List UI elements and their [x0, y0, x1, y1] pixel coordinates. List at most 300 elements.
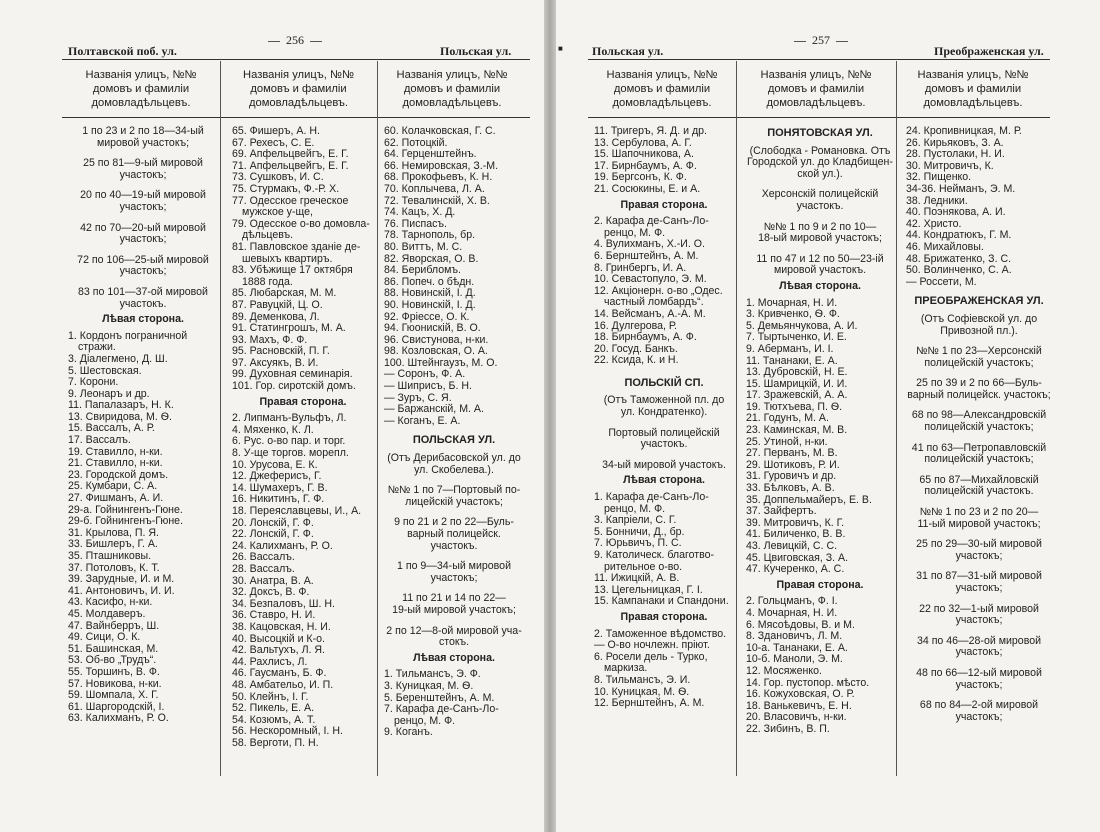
district-note: 41 по 63—Петропавловскій	[911, 441, 1047, 454]
directory-column	[232, 126, 374, 749]
entry-continuation: ренцо, М. Ф.	[604, 226, 666, 239]
owner-entry: 17. Бирнбаумъ, А. Ф.	[594, 159, 697, 172]
street-heading: ПРЕОБРАЖЕНСКАЯ УЛ.	[914, 295, 1044, 308]
directory-column	[594, 126, 734, 710]
entry-continuation: стражи.	[78, 341, 116, 354]
owner-entry: 5. Беренштейнъ, А. М.	[384, 691, 495, 704]
owner-entry: 23. Каминская, М. В.	[746, 424, 848, 437]
owner-entry: 69. Апфельцвейгъ, Е. Г.	[232, 148, 349, 161]
district-note: лицейскій участокъ;	[405, 495, 503, 508]
owner-entry: 60. Колачковская, Г. С.	[384, 125, 496, 137]
column-divider	[377, 61, 378, 776]
owner-entry: 48. Амбательо, И. П.	[232, 678, 334, 691]
owner-entry: 44. Кондратюкъ, Г. М.	[906, 229, 1012, 242]
owner-entry: 6. Рус. о-во пар. и торг.	[232, 435, 346, 448]
owner-entry: 71. Апфельцвейгъ, Е. Г.	[232, 159, 349, 172]
owner-entry: 32. Пищенко.	[906, 171, 972, 184]
column-header: Названія улицъ, №№ домовъ и фамиліи домовладѣльцевъ.	[606, 69, 718, 109]
owner-entry: 47. Кучеренко, А. С.	[746, 563, 845, 576]
owner-entry: 19. Ставилло, н-ки.	[68, 445, 163, 458]
owner-entry: 5. Шестовская.	[68, 364, 142, 377]
margin-mark: ■	[558, 44, 563, 53]
column-header: Названія улицъ, №№ домовъ и фамиліи домовладѣльцевъ.	[760, 69, 872, 109]
district-note: (Отъ Таможенной пл. до	[603, 394, 725, 407]
owner-entry: 44. Рахлисъ, Л.	[232, 655, 308, 668]
owner-entry: 39. Зарудные, И. и М.	[68, 573, 175, 586]
district-note: ул. Скобелева.).	[414, 463, 494, 476]
side-heading: Лѣвая сторона.	[102, 313, 184, 326]
owner-entry: 15. Шамрицкій, И. И.	[746, 377, 848, 390]
directory-column	[384, 126, 524, 739]
owner-entry: 15. Кампанаки и Спандони.	[594, 595, 729, 608]
district-note: варный полицейск. участокъ;	[907, 388, 1051, 401]
owner-entry: 18. Бирнбаумъ, А. Ф.	[594, 331, 697, 344]
spacer	[906, 288, 1052, 294]
owner-entry: 1. Кордонъ пограничной	[68, 329, 188, 342]
owner-entry: 86. Попеч. о бѣдн.	[384, 275, 475, 288]
column-header: Названія улицъ, №№ домовъ и фамиліи домовладѣльцевъ.	[243, 69, 354, 109]
district-note: 25 по 39 и 2 по 66—Буль-	[916, 377, 1042, 390]
district-note: мировой участокъ.	[773, 264, 867, 277]
owner-entry: 32. Доксъ, В. Ф.	[232, 586, 310, 599]
owner-entry: 63. Калихманъ, Р. О.	[68, 712, 169, 725]
owner-entry: 4. Мяхенко, К. Л.	[232, 423, 314, 436]
owner-entry: 93. Махъ, Ф. Ф.	[232, 333, 308, 346]
owner-entry: 1. Мочарная, Н. И.	[746, 296, 838, 309]
owner-entry: 25. Кумбари, С. А.	[68, 480, 158, 493]
owner-entry: — Россети, М.	[906, 275, 977, 288]
owner-entry: 91. Статингрошъ, М. А.	[232, 322, 346, 335]
owner-entry: 98. Козловская, О. А.	[384, 345, 488, 358]
owner-entry: 19. Тютхъева, П. Ѳ.	[746, 400, 843, 413]
district-note: 11-ый мировой участокъ;	[917, 517, 1041, 530]
owner-entry: 30. Анатра, В. А.	[232, 574, 314, 587]
owner-entry: 15. Вассалъ, А. Р.	[68, 422, 155, 435]
directory-column	[746, 126, 894, 736]
column-divider	[896, 61, 897, 776]
owner-entry: 14. Гор. пустопор. мѣсто.	[746, 676, 870, 689]
owner-entry: 20. Лонскій, Г. Ф.	[232, 516, 314, 529]
owner-entry: 6. Мясоѣдовы, В. и М.	[746, 618, 855, 631]
district-note: 25 по 29—30-ый мировой	[916, 538, 1042, 551]
owner-entry: 30. Митровичъ, К.	[906, 159, 994, 172]
district-note: участокъ.	[119, 297, 167, 310]
header-rule	[588, 59, 1050, 60]
district-note: №№ 1 по 9 и 2 по 10—	[763, 220, 877, 233]
owner-entry: 10. Севастопуло, Э. М.	[594, 273, 707, 286]
column-header: Названія улицъ, №№ домовъ и фамиліи домовладѣльцевъ.	[85, 69, 197, 109]
owner-entry: 101. Гор. сиротскій домъ.	[232, 380, 356, 393]
owner-entry: 11. Папалазаръ, Н. К.	[68, 399, 174, 412]
owner-entry: 3. Кривченко, Ѳ. Ф.	[746, 308, 840, 321]
owner-entry: 50. Волинченко, С. А.	[906, 264, 1012, 277]
side-heading: Правая сторона.	[776, 578, 864, 591]
owner-entry: 40. Высоцкій и К-о.	[232, 632, 325, 645]
owner-entry: — Зуръ, С. Я.	[384, 391, 452, 404]
column-header: Названія улицъ, №№ домовъ и фамиліи домовладѣльцевъ.	[396, 69, 508, 109]
owner-entry: 8. У-ще торгов. морепл.	[232, 447, 349, 460]
owner-entry: 7. Карафа де-Санъ-Ло-	[384, 703, 499, 716]
owner-entry: 65. Фишеръ, А. Н.	[232, 125, 320, 137]
owner-entry: 36. Ставро, Н. И.	[232, 609, 316, 622]
owner-entry: 21. Годунъ, М. А.	[746, 412, 829, 425]
owner-entry: 21. Ставилло, н-ки.	[68, 457, 163, 470]
owner-entry: 29-б. Гойнингенъ-Гюне.	[68, 515, 184, 528]
owner-entry: 18. Переяславцевы, И., А.	[232, 505, 362, 517]
owner-entry: 34. Безпаловъ, Ш. Н.	[232, 597, 335, 610]
owner-entry: 2. Таможенное вѣдомство.	[594, 627, 727, 640]
owner-entry: 5. Бонничи, Д., бр.	[594, 525, 685, 538]
district-note: участокъ;	[119, 200, 167, 213]
column-head-rule	[62, 117, 530, 118]
side-heading: Правая сторона.	[259, 395, 347, 408]
owner-entry: 40. Поэнякова, А. И.	[906, 206, 1006, 219]
owner-entry: 7. Тыртыченко, И. Е.	[746, 331, 847, 344]
owner-entry: 16. Дулгерова, Р.	[594, 319, 677, 332]
district-note: №№ 1 по 7—Портовый по-	[387, 484, 521, 497]
owner-entry: 73. Сушковъ, И. С.	[232, 171, 324, 184]
owner-entry: 9. Католическ. благотво-	[594, 549, 715, 561]
owner-entry: 13. Цегельницкая, Г. І.	[594, 583, 703, 596]
owner-entry: 24. Кропивницкая, М. Р.	[906, 125, 1022, 137]
owner-entry: 67. Рехесъ, С. Е.	[232, 136, 315, 149]
district-note: 72 по 106—25-ый мировой	[77, 253, 209, 266]
owner-entry: 10. Куницкая, М. Ѳ.	[594, 685, 690, 698]
directory-column	[68, 126, 218, 725]
owner-entry: 99. Духовная семинарія.	[232, 368, 353, 381]
spacer	[594, 367, 734, 376]
owner-entry: 56. Нескоромный, І. Н.	[232, 725, 343, 738]
owner-entry: 47. Вайнберръ, Ш.	[68, 619, 160, 632]
owner-entry: 34-36. Нейманъ, Э. М.	[906, 182, 1016, 195]
owner-entry: 9. Леонаръ и др.	[68, 387, 150, 400]
owner-entry: 78. Тарнополь, бр.	[384, 229, 476, 242]
owner-entry: 31. Гуровичъ и др.	[746, 470, 837, 483]
side-heading: Правая сторона.	[620, 198, 708, 211]
owner-entry: 21. Сосюкины, Е. и А.	[594, 182, 701, 195]
owner-entry: 80. Виттъ, М. С.	[384, 240, 463, 253]
owner-entry: 88. Новинскій, І. Д.	[384, 287, 476, 300]
owner-entry: 38. Ледники.	[906, 194, 968, 207]
owner-entry: 14. Шумахеръ, Г. В.	[232, 481, 328, 494]
entry-continuation: рительное о-во.	[604, 560, 683, 573]
district-note: участокъ;	[955, 710, 1003, 723]
owner-entry: 33. Бишлеръ, Г. А.	[68, 538, 158, 551]
district-note: (Слободка - Романовка. Отъ	[749, 144, 891, 157]
owner-entry: 27. Фишманъ, А. И.	[68, 492, 164, 505]
side-heading: Лѣвая сторона.	[413, 651, 495, 664]
owner-entry: 3. Куницкая, М. Ѳ.	[384, 679, 474, 692]
owner-entry: 22. Лонскій, Г. Ф.	[232, 528, 314, 541]
right-page-number: 257	[788, 33, 854, 48]
owner-entry: 53. Об-во „Трудъ“.	[68, 654, 157, 667]
district-note: 68 по 84—2-ой мировой	[919, 699, 1039, 712]
owner-entry: 4. Мочарная, Н. И.	[746, 606, 838, 619]
district-note: 34 по 46—28-ой мировой	[916, 634, 1042, 647]
owner-entry: 15. Шапочникова, А.	[594, 148, 694, 161]
district-note: участокъ;	[955, 549, 1003, 562]
owner-entry: 37. Зайфертъ.	[746, 505, 817, 518]
owner-entry: 4. Вулихманъ, Х.-И. О.	[594, 238, 705, 251]
owner-entry: 54. Козюмъ, А. Т.	[232, 713, 316, 726]
entry-continuation: частный ломбардъ“.	[604, 296, 704, 309]
district-note: 83 по 101—37-ой мировой	[78, 285, 208, 298]
owner-entry: 20. Госуд. Банкъ.	[594, 342, 678, 355]
column-divider	[220, 61, 221, 776]
district-note: 1 по 9—34-ый мировой	[397, 560, 511, 573]
owner-entry: 38. Кацовская, Н. И.	[232, 620, 331, 633]
owner-entry: 41. Биличенко, В. В.	[746, 528, 846, 541]
side-heading: Лѣвая сторона.	[779, 279, 861, 292]
district-note: полицейскій участокъ;	[924, 421, 1034, 434]
owner-entry: 72. Тевалинскій, Х. В.	[384, 194, 490, 207]
owner-entry: 52. Пикель, Е. А.	[232, 702, 315, 715]
owner-entry: 45. Цвиговская, З. А.	[746, 551, 849, 564]
column-head-rule	[588, 117, 1050, 118]
owner-entry: 42. Вальтухъ, Л. Я.	[232, 644, 326, 657]
owner-entry: 76. Писпасъ.	[384, 217, 447, 230]
owner-entry: 12. Джеферисъ, Г.	[232, 470, 322, 483]
district-note: Городской ул. до Кладбищен-	[747, 156, 893, 169]
owner-entry: 70. Коплычева, Л. А.	[384, 182, 485, 195]
owner-entry: 16. Кожуховская, О. Р.	[746, 688, 855, 701]
owner-entry: 12. Бернштейнъ, А. М.	[594, 697, 705, 710]
owner-entry: 90. Новинскій, І. Д.	[384, 298, 476, 311]
directory-column	[906, 126, 1052, 723]
owner-entry: 8. Гринбергъ, И. А.	[594, 261, 687, 274]
owner-entry: 13. Свиридова, М. Ѳ.	[68, 410, 172, 423]
owner-entry: 48. Брижатенко, З. С.	[906, 252, 1012, 265]
owner-entry: 10. Урусова, Е. К.	[232, 458, 318, 471]
owner-entry: 10-а. Тананаки, Е. А.	[746, 641, 848, 654]
column-divider	[736, 61, 737, 776]
owner-entry: 39. Митровичъ, К. Г.	[746, 516, 845, 529]
district-note: (Отъ Софіевской ул. до	[920, 312, 1038, 325]
owner-entry: 17. Зражевскій, А. А.	[746, 389, 848, 402]
owner-entry: 50. Клейнъ, І. Г.	[232, 690, 309, 703]
owner-entry: 75. Стурмакъ, Ф.-Р. Х.	[232, 182, 340, 195]
district-note: 31 по 87—31-ый мировой	[916, 570, 1042, 583]
owner-entry: 43. Касифо, н-ки.	[68, 596, 153, 609]
owner-entry: 7. Корони.	[68, 376, 119, 389]
owner-entry: 64. Герценштейнъ.	[384, 148, 477, 161]
owner-entry: 9. Аберманъ, И. І.	[746, 342, 834, 355]
owner-entry: — Соронъ, Ф. А.	[384, 368, 466, 381]
entry-continuation: ренцо, М. Ф.	[604, 502, 666, 515]
owner-entry: 28. Пустолаки, Н. И.	[906, 148, 1005, 161]
owner-entry: 2. Гольцманъ, Ф. І.	[746, 595, 838, 608]
owner-entry: 58. Верготи, П. Н.	[232, 736, 319, 749]
district-note: 34-ый мировой участокъ.	[602, 458, 726, 471]
owner-entry: 24. Калихманъ, Р. О.	[232, 539, 333, 552]
entry-continuation: ренцо, М. Ф.	[394, 714, 456, 727]
district-note: полицейскій участокъ;	[924, 453, 1034, 466]
district-note: ул. Кондратенко).	[620, 406, 708, 419]
owner-entry: 23. Городской домъ.	[68, 468, 169, 481]
left-header-street-right: Польская ул.	[440, 44, 512, 58]
owner-entry: — Шиприсъ, Б. Н.	[384, 380, 472, 393]
entry-continuation: мужское у-ще,	[242, 206, 313, 219]
owner-entry: 18. Ванькевичъ, Е. Н.	[746, 699, 852, 712]
owner-entry: — Коганъ, Е. А.	[384, 414, 461, 427]
district-note: №№ 1 по 23 и 2 по 20—	[919, 506, 1039, 519]
owner-entry: 22. Зибинъ, В. П.	[746, 722, 830, 735]
district-note: участокъ;	[430, 571, 478, 584]
owner-entry: 66. Немировская, З.-М.	[384, 159, 499, 172]
owner-entry: 85. Любарская, М. М.	[232, 287, 337, 300]
owner-entry: 27. Перванъ, М. В.	[746, 447, 838, 460]
owner-entry: 79. Одесское о-во домовла-	[232, 217, 370, 230]
owner-entry: 6. Росели дель - Турко,	[594, 650, 708, 663]
owner-entry: 97. Аксуякъ, В. И.	[232, 356, 319, 369]
district-note: мировой участокъ;	[96, 136, 190, 149]
owner-entry: 74. Кацъ, Х. Д.	[384, 206, 456, 219]
owner-entry: 28. Вассалъ.	[232, 562, 295, 575]
left-header-street: Полтавской поб. ул.	[68, 44, 177, 58]
street-heading: ПОЛЬСКАЯ УЛ.	[412, 434, 496, 447]
owner-entry: 8. Тильмансъ, Э. И.	[594, 673, 691, 686]
right-header-street: Польская ул.	[592, 44, 664, 58]
district-note: участокъ.	[796, 199, 844, 212]
right-page	[556, 0, 1100, 832]
district-note: 48 по 66—12-ый мировой	[916, 666, 1042, 679]
owner-entry: 22. Ксида, К. и Н.	[594, 354, 679, 367]
district-note: Портовый полицейскій	[608, 426, 720, 439]
owner-entry: 81. Павловское зданіе де-	[232, 240, 361, 253]
district-note: участокъ;	[955, 582, 1003, 594]
district-note: 42 по 70—20-ый мировой	[80, 221, 206, 234]
district-note: участокъ;	[119, 168, 167, 181]
district-note: 65 по 87—Михайловскій	[919, 473, 1039, 486]
district-note: стокъ.	[438, 636, 470, 649]
owner-entry: 87. Равуцкій, Ц. О.	[232, 298, 323, 311]
owner-entry: 49. Сици, О. К.	[68, 631, 141, 644]
owner-entry: — Баржанскій, М. А.	[384, 403, 484, 416]
book-gutter	[544, 0, 556, 832]
owner-entry: 96. Свистунова, н-ки.	[384, 333, 489, 346]
spacer	[384, 427, 524, 433]
owner-entry: 13. Дубровскій, Н. Е.	[746, 366, 848, 379]
side-heading: Правая сторона.	[620, 610, 708, 623]
owner-entry: 2. Карафа де-Санъ-Ло-	[594, 215, 709, 228]
owner-entry: 13. Сербулова, А. Г.	[594, 136, 692, 149]
right-header-street-right: Преображенская ул.	[934, 44, 1044, 58]
owner-entry: 16. Никитинъ, Г. Ф.	[232, 493, 325, 506]
owner-entry: 11. Тананаки, Е. А.	[746, 354, 838, 367]
owner-entry: 61. Шаргородскій, І.	[68, 700, 165, 713]
street-heading: ПОНЯТОВСКАЯ УЛ.	[767, 127, 873, 139]
district-note: 1 по 23 и 2 по 18—34-ый	[82, 125, 204, 137]
district-note: участокъ;	[955, 646, 1003, 659]
side-heading: Лѣвая сторона.	[623, 474, 705, 487]
district-note: полицейскій участокъ;	[924, 356, 1034, 369]
owner-entry: 45. Молдаверъ.	[68, 607, 146, 620]
owner-entry: 62. Потоцкій.	[384, 136, 448, 149]
owner-entry: — О-во ночлежн. пріют.	[594, 639, 710, 652]
district-note: (Отъ Дерибасовской ул. до	[387, 452, 521, 465]
district-note: Привозной пл.).	[940, 324, 1018, 337]
district-note: 11 по 21 и 14 по 22—	[402, 592, 506, 605]
owner-entry: 6. Бернштейнъ, А. М.	[594, 249, 699, 262]
owner-entry: 19. Бергсонъ, К. Ф.	[594, 171, 687, 184]
owner-entry: 35. Пташниковы.	[68, 550, 152, 562]
entry-continuation: дѣльцевъ.	[242, 229, 294, 242]
header-rule	[62, 59, 530, 60]
left-page	[0, 0, 544, 832]
district-note: участокъ;	[955, 678, 1003, 691]
district-note: ской ул.).	[797, 167, 843, 180]
owner-entry: 1. Карафа де-Санъ-Ло-	[594, 491, 709, 504]
owner-entry: 3. Капріели, С. Г.	[594, 514, 677, 527]
district-note: 2 по 12—8-ой мировой уча-	[386, 624, 522, 637]
owner-entry: 33. Бѣлковъ, А. В.	[746, 482, 835, 495]
district-note: Херсонскій полицейскій	[761, 188, 879, 201]
district-note: 20 по 40—19-ый мировой	[80, 189, 206, 202]
left-page-number: 256	[262, 33, 328, 48]
owner-entry: 77. Одесское греческое	[232, 194, 349, 207]
district-note: №№ 1 по 23—Херсонскій	[916, 345, 1042, 358]
owner-entry: 2. Липманъ-Вульфъ, Л.	[232, 412, 347, 425]
owner-entry: 12. Мосяженко.	[746, 664, 822, 677]
owner-entry: 31. Крылова, П. Я.	[68, 526, 159, 539]
owner-entry: 3. Діалегмено, Д. Ш.	[68, 352, 168, 365]
district-note: полицейскій участокъ.	[924, 485, 1034, 498]
owner-entry: 5. Демьянчукова, А. И.	[746, 319, 858, 332]
owner-entry: 1. Тильмансъ, Э. Ф.	[384, 668, 481, 681]
owner-entry: 25. Утиной, н-ки.	[746, 435, 828, 448]
owner-entry: 42. Христо.	[906, 217, 962, 230]
owner-entry: 95. Расновскій, П. Г.	[232, 345, 330, 358]
owner-entry: 12. Акціонерн. о-во „Одес.	[594, 284, 723, 297]
owner-entry: 26. Вассалъ.	[232, 551, 295, 564]
owner-entry: 43. Левицкій, С. С.	[746, 540, 838, 552]
entry-continuation: шевыхъ квартиръ.	[242, 252, 333, 265]
district-note: участокъ;	[955, 614, 1003, 627]
owner-entry: 55. Торшинъ, В. Ф.	[68, 665, 160, 678]
owner-entry: 11. Тригеръ, Я. Д. и др.	[594, 125, 707, 137]
district-note: 19-ый мировой участокъ;	[392, 603, 516, 616]
district-note: 22 по 32—1-ый мировой	[919, 602, 1039, 615]
entry-continuation: маркиза.	[604, 662, 648, 675]
owner-entry: 20. Власовичъ, н-ки.	[746, 711, 847, 724]
street-heading: ПОЛЬСКІЙ СП.	[624, 376, 704, 389]
owner-entry: 46. Михайловы.	[906, 240, 984, 253]
owner-entry: 29. Шотиковъ, Р. И.	[746, 458, 840, 471]
district-note: участокъ;	[119, 265, 167, 278]
owner-entry: 14. Вейсманъ, А.-А. М.	[594, 307, 706, 320]
owner-entry: 59. Шомпала, Х. Г.	[68, 689, 159, 702]
owner-entry: 41. Антоновичъ, И. И.	[68, 584, 175, 597]
owner-entry: 83. Убѣжище 17 октября	[232, 264, 353, 277]
owner-entry: 37. Потоловъ, К. Т.	[68, 561, 160, 574]
owner-entry: 100. Штейнгаузъ, М. О.	[384, 356, 498, 369]
district-note: 18-ый мировой участокъ;	[758, 232, 882, 245]
owner-entry: 35. Доппельмайеръ, Е. В.	[746, 493, 872, 506]
district-note: участокъ.	[640, 438, 688, 451]
owner-entry: 57. Новикова, н-ки.	[68, 677, 162, 690]
owner-entry: 17. Вассалъ.	[68, 434, 131, 447]
owner-entry: 7. Юрьвичъ, П. С.	[594, 537, 682, 550]
owner-entry: 68. Прокофьевъ, К. Н.	[384, 171, 493, 184]
owner-entry: 46. Гаусманъ, Б. Ф.	[232, 667, 327, 680]
district-note: 25 по 81—9-ый мировой	[83, 157, 203, 170]
owner-entry: 92. Фріессе, О. К.	[384, 310, 470, 323]
owner-entry: 82. Яворская, О. В.	[384, 252, 479, 265]
district-note: 11 по 47 и 12 по 50—23-ій	[756, 252, 884, 265]
district-note: 9 по 21 и 2 по 22—Буль-	[394, 516, 514, 529]
owner-entry: 89. Деменкова, Л.	[232, 310, 320, 323]
owner-entry: 29-а. Гойнингенъ-Гюне.	[68, 503, 183, 516]
